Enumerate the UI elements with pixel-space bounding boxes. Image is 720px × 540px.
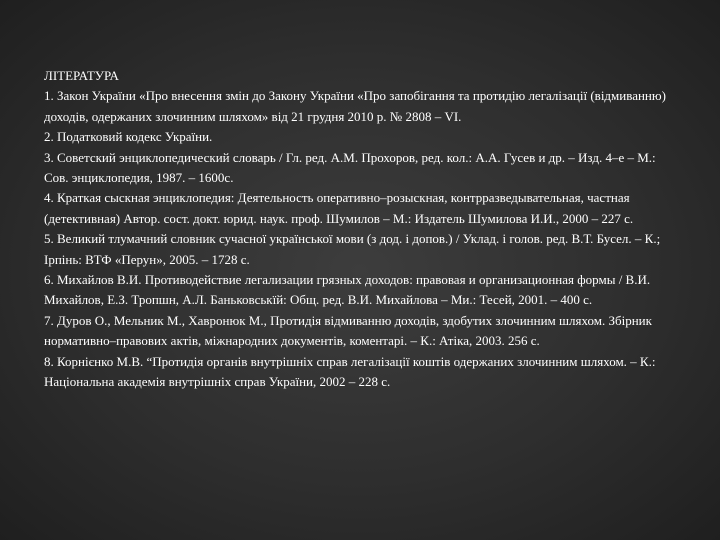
- reference-item-3: 3. Советский энциклопедический словарь / Гл. ред. А.М. Прохоров, ред. кол.: А.А. Гусев и др. – Изд. 4–е – М.: Сов. энциклопедия, 1987. – 1600с.: [44, 149, 656, 186]
- reference-item-5: 5. Великий тлумачний словник сучасної української мови (з дод. і допов.) / Уклад. і голов. ред. В.Т. Бусел. – К.; Ірпінь: ВТФ «Перун», 2005. – 1728 с.: [44, 231, 661, 267]
- reference-item-8: 8. Корнієнко М.В. “Протидія органів внутрішніх справ легалізації коштів одержаних злочинним шляхом. – К.: Національна академія внутрішніх справ України, 2002 – 228 с.: [44, 353, 656, 390]
- reference-item-7: 7. Дуров О., Мельник М., Хавронюк М., Протидія відмиванню доходів, здобутих злочинним шляхом. Збірник нормативно–правових актів, міжнародних документів, коментарі. – К.: Атіка, 2003. 256 с.: [44, 312, 652, 349]
- reference-item-4: 4. Краткая сыскная энциклопедия: Деятельность оперативно–розыскная, контрразведывательная, частная (детективная) Автор. сост. докт. юрид. наук. проф. Шумилов – М.: Издатель Шумилова И.И., 2000 – 227 с.: [44, 190, 634, 226]
- references-text-block: [44, 66, 676, 393]
- reference-item-1: 1. Закон України «Про внесення змін до Закону України «Про запобігання та протидію легалізації (відмиванню) доходів, одержаних злочинним шляхом» від 21 грудня 2010 р. № 2808 – VI.: [44, 88, 666, 124]
- references-heading: ЛІТЕРАТУРА: [44, 68, 119, 83]
- reference-item-6: 6. Михайлов В.И. Противодействие легализации грязных доходов: правовая и организационная формы / В.И. Михайлов, Е.З. Тропшн, А.Л. Баньковськїй: Общ. ред. В.И. Михайлова – Ми.: Тесей, 2001. – 400 с.: [44, 272, 651, 308]
- reference-item-2: 2. Податковий кодекс України.: [44, 129, 213, 145]
